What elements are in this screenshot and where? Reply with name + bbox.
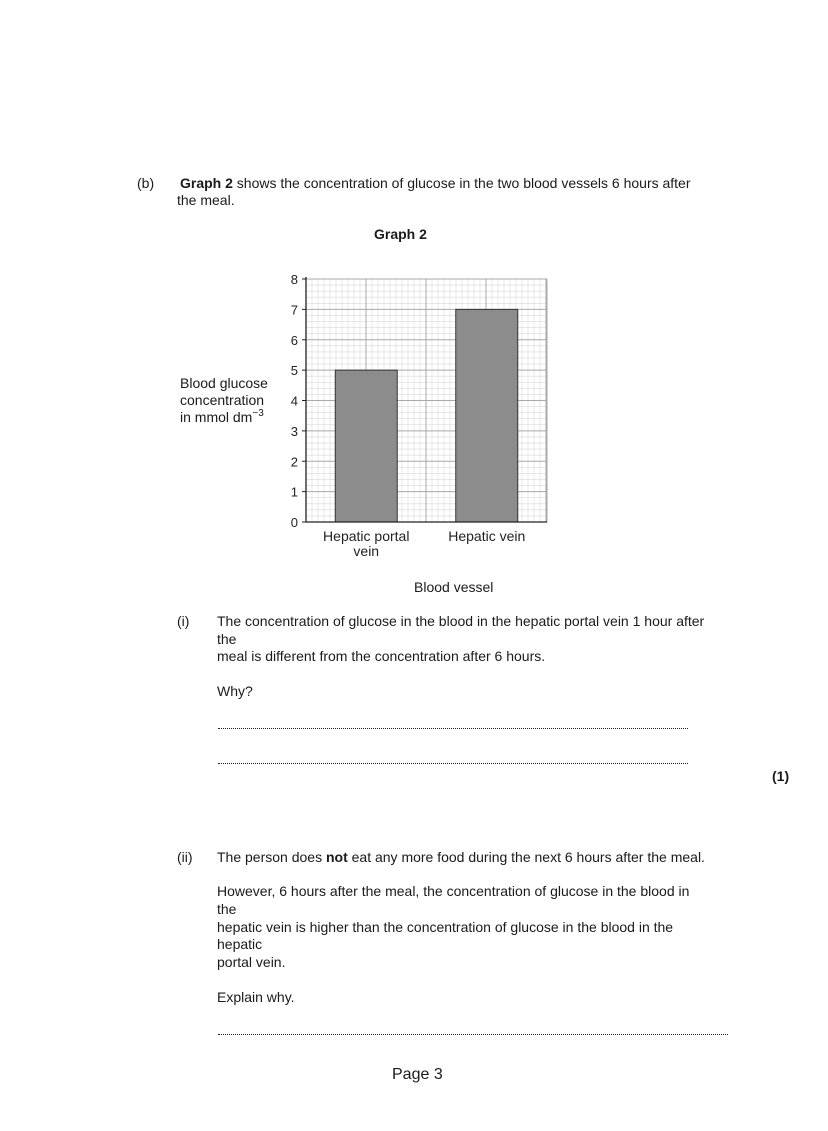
intro-text: shows the concentration of glucose in the two blood vessels 6 hours after — [232, 175, 691, 191]
y-tick-label: 8 — [290, 272, 298, 287]
question-i-line3: meal is different from the concentration after 6 hours. — [217, 648, 546, 664]
question-i-prompt: Why? — [217, 683, 253, 699]
x-category-label: vein — [353, 543, 380, 559]
emphasis-not: not — [325, 849, 348, 865]
y-tick-label: 4 — [290, 393, 298, 409]
y-tick-label: 0 — [290, 515, 298, 530]
question-ii-label: (ii) — [177, 849, 193, 865]
question-ii-prompt: Explain why. — [217, 989, 295, 1005]
y-axis-label-line1: Blood glucose — [180, 375, 268, 391]
y-tick-label: 5 — [290, 363, 298, 379]
graph-title: Graph 2 — [374, 226, 427, 242]
y-tick-label: 6 — [290, 332, 298, 348]
part-intro-line2: the meal. — [177, 192, 235, 208]
question-i-label: (i) — [177, 613, 190, 629]
y-axis-label-line2: concentration — [180, 392, 265, 408]
question-ii-p2-line3: hepatic vein is higher than the concentration of glucose in the blood in the — [217, 919, 674, 935]
y-axis-label-line3: in mmol $dm^{-3}$ — [180, 408, 264, 425]
x-category-label: Hepatic vein — [448, 528, 526, 544]
question-i-line1: The concentration of glucose in the blood in the hepatic portal vein 1 hour after — [217, 613, 705, 629]
question-i-line2: the — [217, 631, 237, 647]
marks-label: (1) — [772, 768, 790, 784]
part-label: (b) — [137, 175, 155, 191]
question-ii-line1: The person does not eat any more food during the next 6 hours after the meal. — [217, 849, 705, 865]
y-tick-label: 7 — [290, 302, 298, 318]
answer-line[interactable] — [218, 763, 688, 764]
question-ii-p2-line5: portal vein. — [217, 954, 286, 970]
page-number: Page 3 — [392, 1066, 443, 1083]
y-tick-label: 2 — [290, 454, 298, 470]
x-category-label: Hepatic portal — [323, 528, 410, 544]
graph-reference: Graph 2 — [180, 175, 233, 191]
answer-line[interactable] — [218, 1034, 728, 1035]
question-ii-p2-line2: the — [217, 901, 237, 917]
question-ii-p2-line1: However, 6 hours after the meal, the concentration of glucose in the blood in — [217, 883, 690, 899]
answer-line[interactable] — [218, 728, 688, 729]
y-tick-label: 1 — [290, 484, 298, 500]
bar — [456, 309, 518, 522]
y-tick-label: 3 — [290, 423, 298, 439]
x-axis-label: Blood vessel — [414, 579, 494, 595]
bar — [335, 370, 397, 522]
question-ii-p2-line4: hepatic — [217, 936, 263, 952]
